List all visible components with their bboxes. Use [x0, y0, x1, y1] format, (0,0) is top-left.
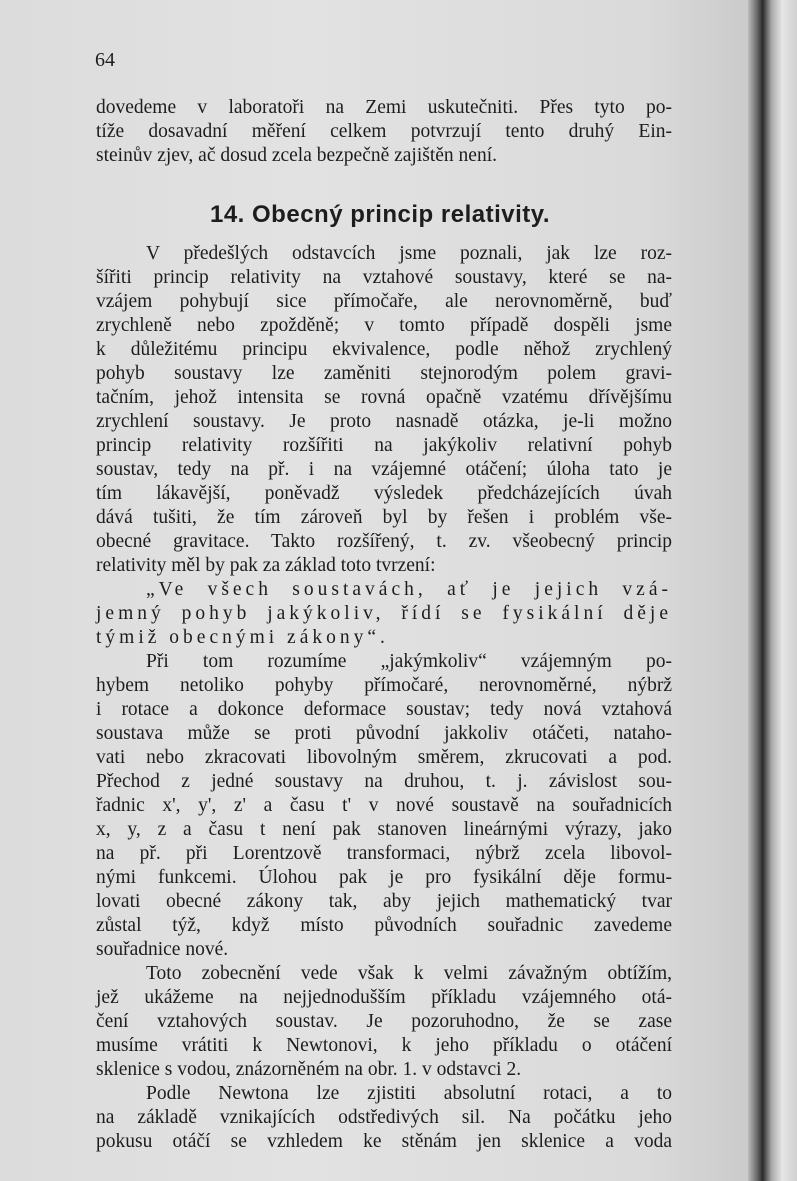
text-line: Toto zobecnění vede však k velmi závažným obtížím,: [146, 963, 672, 984]
text-line: zůstal týž, když místo původních souřadnic zavedeme: [96, 915, 672, 936]
text-line: hybem netoliko pohyby přímočaré, nerovnoměrné, nýbrž: [96, 675, 672, 696]
text-line: princip relativity rozšířiti na jakýkoliv relativní pohyb: [96, 435, 672, 456]
quote-line: týmiž obecnými zákony“.: [96, 627, 389, 648]
text-line: na př. při Lorentzově transformaci, nýbrž zcela libovol-: [96, 843, 672, 864]
text-line: i rotace a dokonce deformace soustav; tedy nová vztahová: [96, 699, 672, 720]
quote-line: „Ve všech soustavách, ať je jejich vzá-: [146, 579, 672, 600]
text-line: dovedeme v laboratoři na Zemi uskutečniti. Přes tyto po-: [96, 97, 672, 118]
text-line: pohyb soustavy lze zaměniti stejnorodým polem gravi-: [96, 363, 672, 384]
text-line: vzájem pohybují sice přímočaře, ale nerovnoměrně, buď: [96, 291, 672, 312]
text-line: nými funkcemi. Úlohou pak je pro fysikální děje formu-: [96, 867, 672, 888]
section-heading: 14. Obecný princip relativity.: [209, 201, 550, 228]
text-line: tíže dosavadní měření celkem potvrzují tento druhý Ein-: [96, 121, 672, 142]
text-line: sklenice s vodou, znázorněném na obr. 1. v odstavci 2.: [96, 1059, 522, 1080]
text-line: V předešlých odstavcích jsme poznali, jak lze roz-: [146, 243, 672, 264]
text-line: šířiti princip relativity na vztahové soustavy, které se na-: [96, 267, 672, 288]
text-line: soustava může se proti původní jakkoliv otáčeti, nataho-: [96, 723, 672, 744]
book-spine-shadow: [748, 0, 797, 1181]
text-line: dává tušiti, že tím zároveň byl by řešen i problém vše-: [96, 507, 672, 528]
text-line: zrychleně nebo zpožděně; v tomto případě dospěli jsme: [96, 315, 672, 336]
text-line: čení vztahových soustav. Je pozoruhodno, že se zase: [96, 1011, 672, 1032]
text-line: x, y, z a času t není pak stanoven lineárnými výrazy, jako: [96, 819, 672, 840]
text-line: řadnic x', y', z' a času t' v nové soustavě na souřadnicích: [96, 795, 672, 816]
text-line: k důležitému principu ekvivalence, podle něhož zrychlený: [96, 339, 672, 360]
text-line: Podle Newtona lze zjistiti absolutní rotaci, a to: [146, 1083, 672, 1104]
text-line: souřadnice nové.: [96, 939, 229, 960]
text-line: na základě vznikajících odstředivých sil. Na počátku jeho: [96, 1107, 672, 1128]
text-line: steinův zjev, ač dosud zcela bezpečně zajištěn není.: [96, 145, 498, 166]
text-line: musíme vrátiti k Newtonovi, k jeho příkladu o otáčení: [96, 1035, 672, 1056]
text-line: jež ukážeme na nejjednodušším příkladu vzájemného otá-: [96, 987, 672, 1008]
text-line: zrychlení soustavy. Je proto nasnadě otázka, je-li možno: [96, 411, 672, 432]
text-line: lovati obecné zákony tak, aby jejich mathematický tvar: [96, 891, 672, 912]
text-line: tačním, jehož intensita se rovná opačně vzatému dřívějšímu: [96, 387, 672, 408]
text-line: relativity měl by pak za základ toto tvrzení:: [96, 555, 436, 576]
text-line: pokusu otáčí se vzhledem ke stěnám jen sklenice a voda: [96, 1131, 672, 1152]
text-line: Při tom rozumíme „jakýmkoliv“ vzájemným po-: [146, 651, 672, 672]
text-line: soustav, tedy na př. i na vzájemné otáčení; úloha tato je: [96, 459, 672, 480]
text-line: obecné gravitace. Takto rozšířený, t. zv. všeobecný princip: [96, 531, 672, 552]
page-number: 64: [95, 49, 115, 71]
text-line: vati nebo zkracovati libovolným směrem, zkrucovati a pod.: [96, 747, 672, 768]
quote-line: jemný pohyb jakýkoliv, řídí se fysikální děje: [96, 603, 672, 624]
text-line: tím lákavější, poněvadž výsledek předcházejících úvah: [96, 483, 672, 504]
text-line: Přechod z jedné soustavy na druhou, t. j. závislost sou-: [96, 771, 672, 792]
